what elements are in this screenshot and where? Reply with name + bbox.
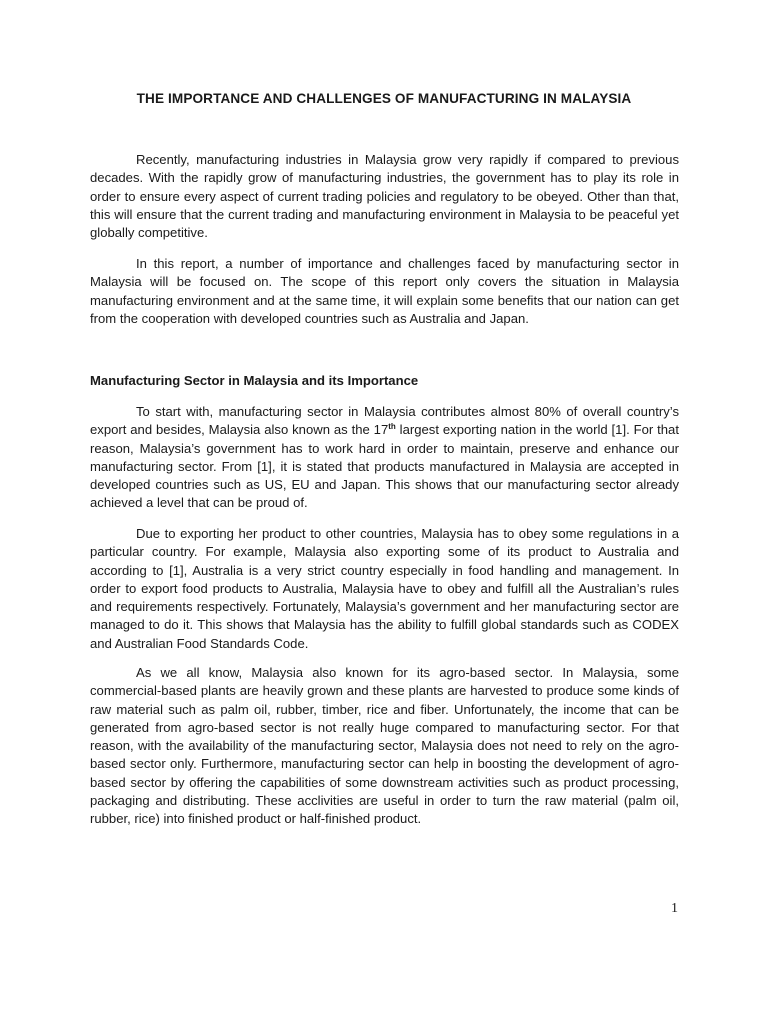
section-paragraph-3: As we all know, Malaysia also known for its agro-based sector. In Malaysia, some commercial-based plants are heavily grown and these plants are harvested to produce some kinds of raw material such as palm oil, rubber, timber, rice and fiber. Unfortunately, the income that can be generated from agro-based sector is not really huge compared to manufacturing sector. For that reason, with the availability of the manufacturing sector, Malaysia does not need to rely on the agro-based sector only. Furthermore, manufacturing sector can help in boosting the development of agro-based sector by offering the capabilities of some downstream activities such as product processing, packaging and distributing. These acclivities are useful in order to turn the raw material (palm oil, rubber, rice) into finished product or half-finished product. (90, 665, 679, 827)
section-paragraph-1-part-a: To start with, manufacturing sector in Malaysia contributes almost 80% of overall country’s export and besides, Malaysia also known as the 17 (90, 404, 679, 438)
document-title: THE IMPORTANCE AND CHALLENGES OF MANUFACTURING IN MALAYSIA (136, 91, 632, 106)
intro-paragraph-1: Recently, manufacturing industries in Malaysia grow very rapidly if compared to previous decades. With the rapidly grow of manufacturing industries, the government has to play its role in order to ensure every aspect of current trading policies and regulatory to be obeyed. Other than that, this will ensure that the current trading and manufacturing environment in Malaysia to be peaceful yet globally competitive. (90, 152, 679, 241)
section-heading: Manufacturing Sector in Malaysia and its Importance (90, 373, 419, 388)
intro-paragraph-2: In this report, a number of importance and challenges faced by manufacturing sector in Malaysia will be focused on. The scope of this report only covers the situation in Malaysia manufacturing environment and at the same time, it will explain some benefits that our nation can get from the cooperation with developed countries such as Australia and Japan. (90, 256, 679, 326)
section-paragraph-1 (90, 403, 679, 513)
section-paragraph-2: Due to exporting her product to other countries, Malaysia has to obey some regulations in a particular country. For example, Malaysia also exporting some of its product to Australia and according to [1], Australia is a very strict country especially in food handling and management. In order to export food products to Australia, Malaysia have to obey and fulfill all the Australian’s rules and requirements respectively. Fortunately, Malaysia’s government and her manufacturing sector are managed to do it. This shows that Malaysia has the ability to fulfill global standards such as CODEX and Australian Food Standards Code. (90, 526, 679, 651)
page-number: 1 (671, 901, 678, 916)
section-paragraph-1-part-b: largest exporting nation in the world [1]. For that reason, Malaysia’s government has to work hard in order to maintain, preserve and enhance our manufacturing sector. From [1], it is stated that products manufactured in Malaysia are accepted in developed countries such as US, EU and Japan. This shows that our manufacturing sector already achieved a level that can be proud of. (90, 422, 679, 511)
ordinal-superscript: th (388, 422, 396, 432)
